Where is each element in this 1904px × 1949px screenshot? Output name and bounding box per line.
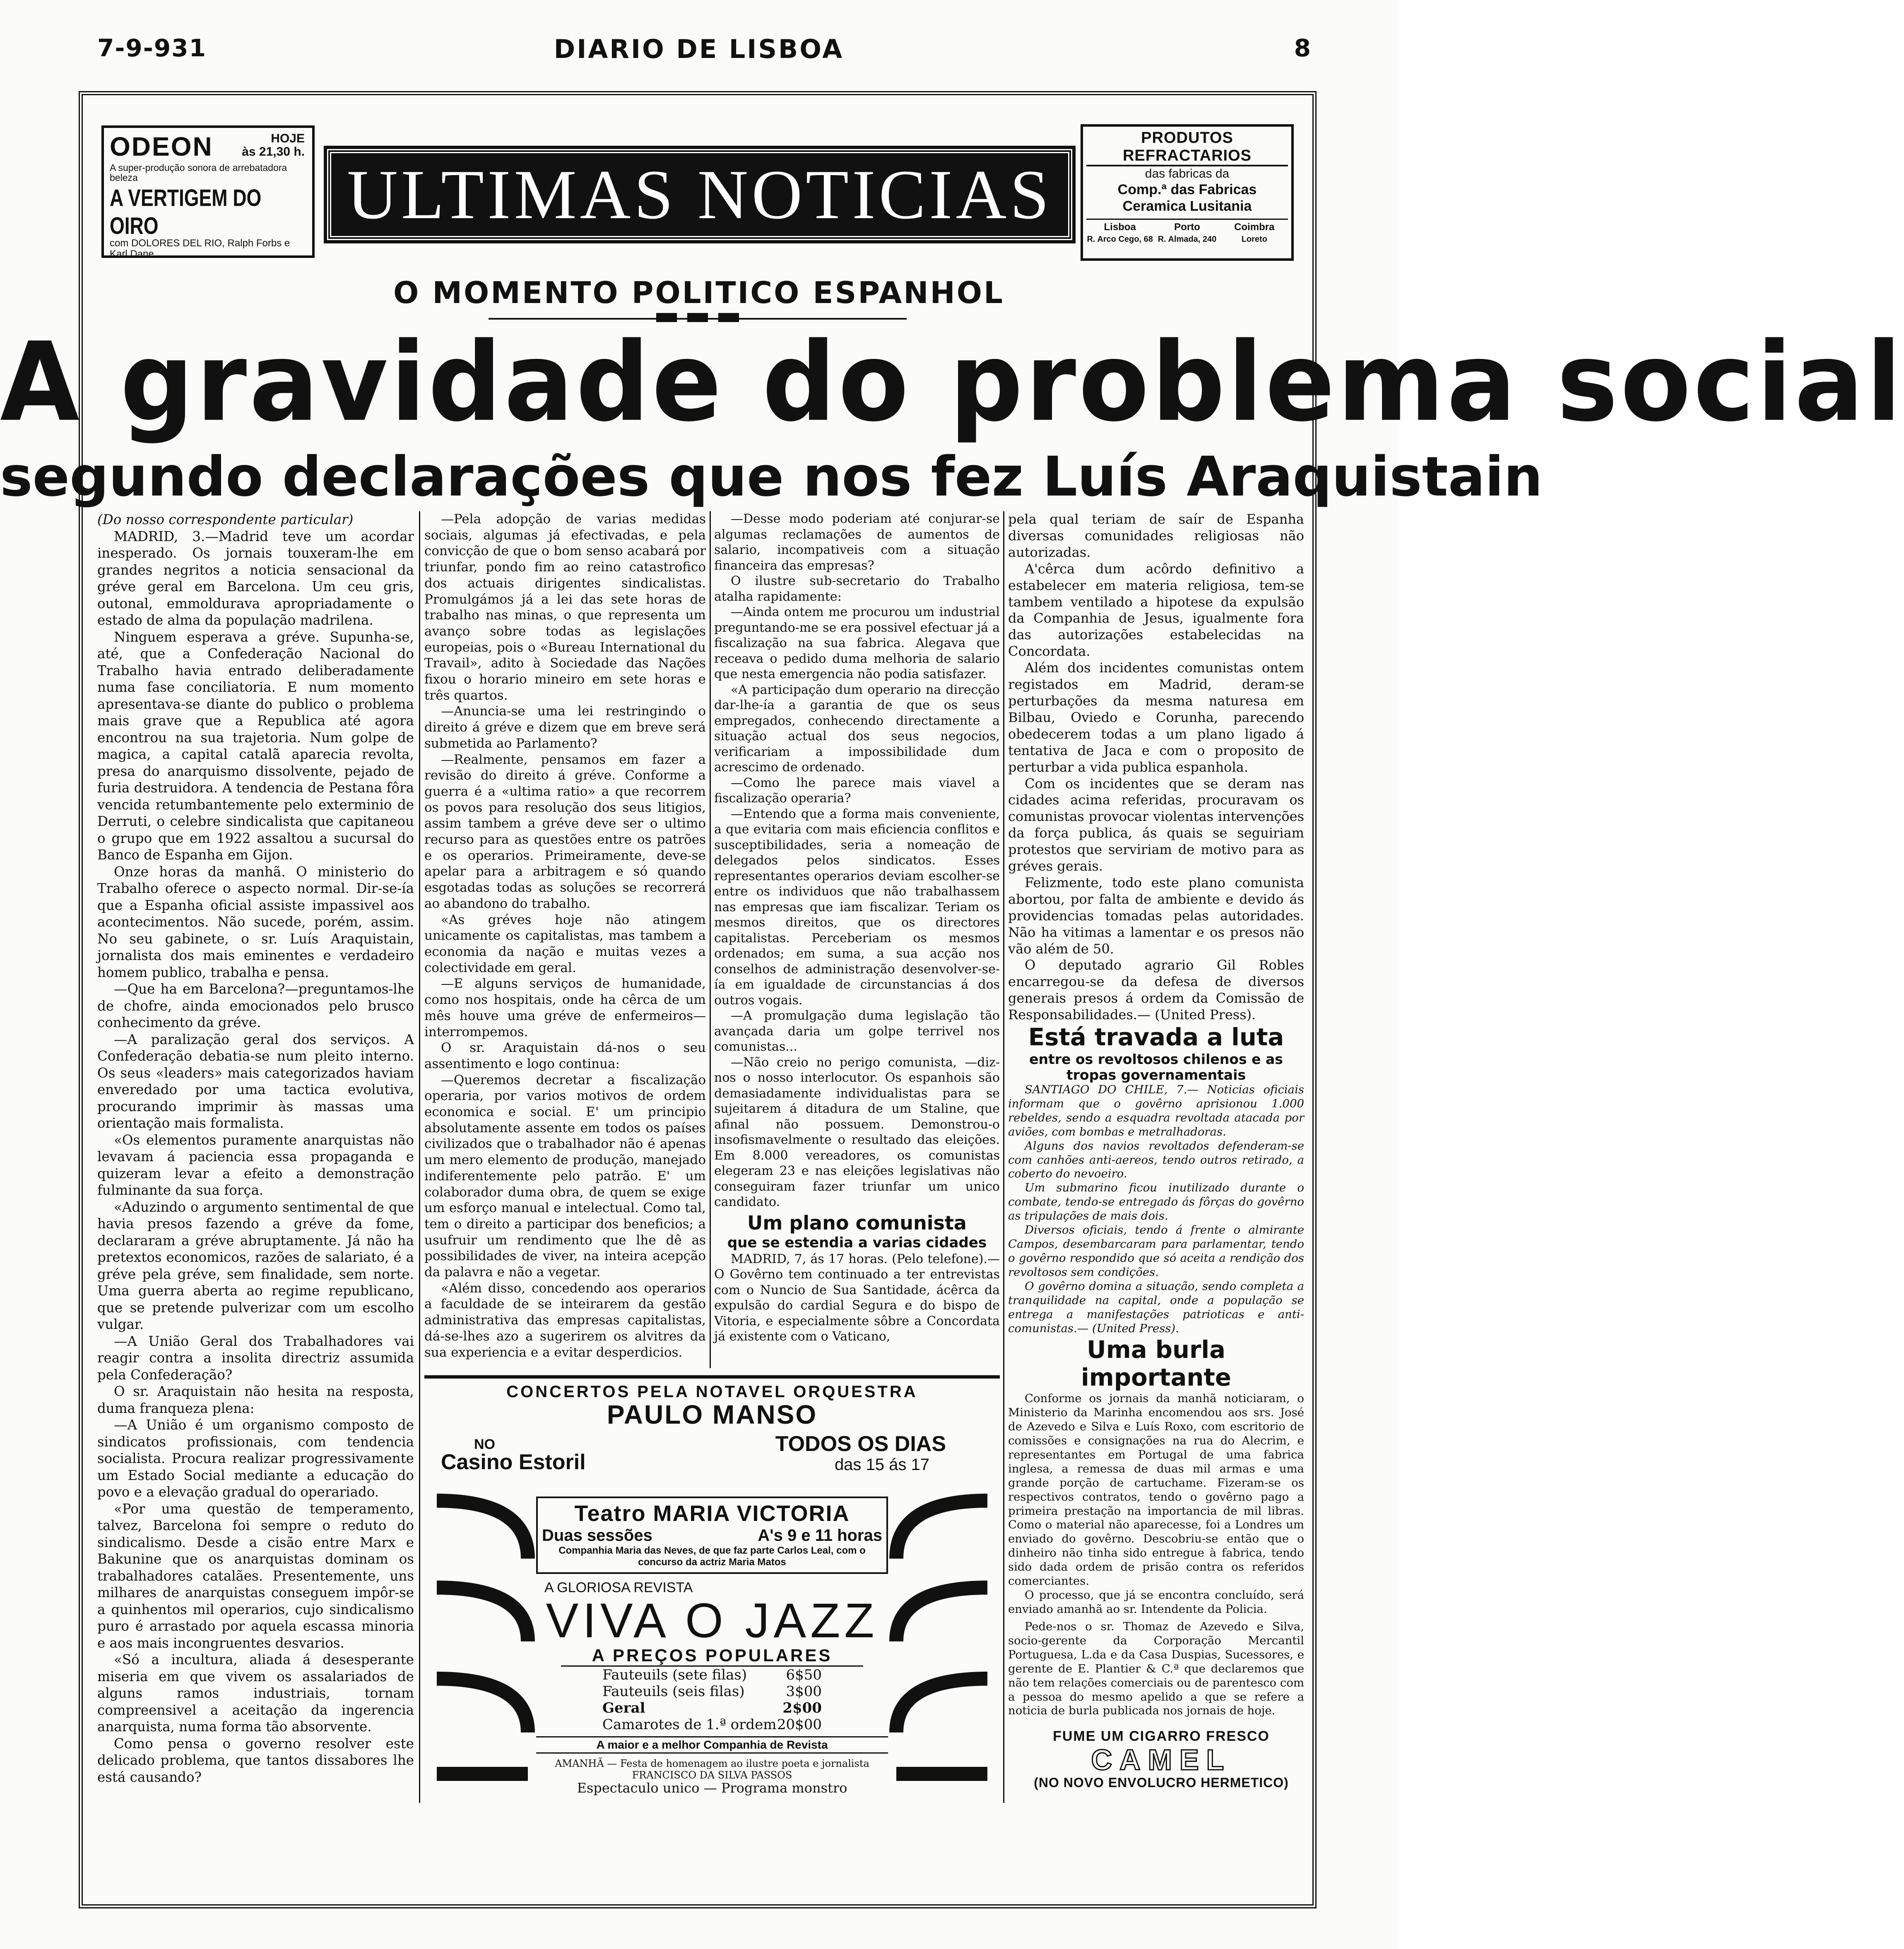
sub-headline: segundo declarações que nos fez Luís Araquistain	[0, 445, 1543, 509]
luta-paragraph: Diversos oficiais, tendo á frente o almirante Campos, desembarcaram para parlamentar, tendo o govêrno respondido que só aceita a rendição dos revoltosos sem condições.	[1008, 1223, 1304, 1279]
ad-produtos-city: Porto	[1174, 221, 1200, 233]
article-paragraph: —Queremos decretar a fiscalização operaria, por varios motivos de ordem economica e social. E' um principio absolutamente assente em todos os países civilizados que o trabalhador não é apenas um mero elemento de produção, manejado indiferentemente pelo patrão. E' um colaborador duma obra, de quem se exige um esforço manual e intelectual. Como tal, tem o direito a participar dos beneficios; a usufruir um rendimento que lhe dê as possibilidades de viver, na inteira acepção da palavra e não a vegetar.	[424, 1072, 706, 1280]
ad-produtos-city: Lisboa	[1104, 221, 1136, 233]
ad-teatro-price-row	[602, 1716, 822, 1733]
article-column-4	[1008, 511, 1304, 1718]
article-paragraph: —Que ha em Barcelona?—preguntamos-lhe de chofre, ainda emocionados pelo brusco conhecimento da gréve.	[97, 981, 414, 1030]
banner-text: ULTIMAS NOTICIAS	[347, 155, 1052, 233]
article-paragraph: Onze horas da manhã. O ministerio do Trabalho oferece o aspecto normal. Dir-se-ía que a Espanha oficial assiste impassivel aos acontecimentos. Não sucede, porém, assim. No seu gabinete, o sr. Luís Araquistain, jornalista dos mais eminentes e verdadeiro homem publico, trabalha e pensa.	[97, 864, 414, 980]
ad-produtos-address: R. Arco Cego, 68	[1087, 235, 1153, 244]
price-label: Fauteuils (sete filas)	[602, 1667, 747, 1683]
price-label: Camarotes de 1.ª ordem	[602, 1716, 777, 1733]
price-value: 6$50	[786, 1667, 822, 1683]
luta-subtitle: entre os revoltosos chilenos e as tropas governamentais	[1029, 1051, 1283, 1083]
article-paragraph: —Pela adopção de varias medidas sociais, algumas já efectivadas, e pela convicção de que o bom senso acabará por triunfar, pondo fim ao reino catastrofico dos actuais dirigentes sindicalistas. Promulgámos já a lei das sete horas de trabalho nas minas, o que representa um avanço sobre todas as legislações europeias, pois o «Bureau International du Travail», adito à Sociedade das Nações fixou o horario mineiro em sete horas e três quartos.	[424, 512, 706, 703]
ad-odeon-cast: com DOLORES DEL RIO, Ralph Forbs e Karl Dane.	[110, 238, 290, 260]
article-paragraph: —Anuncia-se uma lei restringindo o direito á gréve e dizem que em breve será submetida ao Parlamento?	[424, 704, 706, 751]
ad-teatro-price-row	[602, 1667, 822, 1683]
article-paragraph: «As gréves hoje não atingem unicamente os capitalistas, mas tambem a economia da nação e muitas vezes a colectividade em geral.	[424, 912, 706, 975]
ad-teatro-sessions-left: Duas sessões	[542, 1526, 652, 1545]
plano-comunista-title: Um plano comunista	[747, 1211, 967, 1234]
article-paragraph: —Entendo que a forma mais conveniente, a que evitaria com mais eficiencia conflitos e susceptibilidades, seria a nomeação de delegados pelos sindicatos. Esses representantes operarios deviam escolher-se entre os individuos que não trabalhassem nas empresas que iam fiscalizar. Teriam os mesmos direitos, que os directores capitalistas. Perceberiam os mesmos ordenados; em suma, a sua acção nos conselhos de administração desenvolver-se-ía em igualdade de circunstancias á dos outros vogais.	[714, 806, 1000, 1008]
price-label: Geral	[602, 1700, 645, 1716]
section-kicker: O MOMENTO POLITICO ESPANHOL	[393, 275, 1004, 310]
ad-produtos-line2: Comp.ª das Fabricas Ceramica Lusitania	[1117, 182, 1257, 214]
article-paragraph: O deputado agrario Gil Robles encarregou-se da defesa de diversos generais presos á ordem da Comissão de Responsabilidades.— (United Press).	[1008, 957, 1304, 1023]
ad-teatro-price-row	[602, 1683, 822, 1700]
article-paragraph: —A paralização geral dos serviços. A Confederação debatia-se num pleito interno. Os seus «leaders» mais categorizados haviam enveredado por uma tactica evolutiva, procurando imprimir às massas uma orientação mais formalista.	[97, 1031, 414, 1131]
ad-teatro-maria-victoria	[424, 1484, 1000, 1796]
article-paragraph: O sr. Araquistain não hesita na resposta, duma franqueza plena:	[97, 1384, 414, 1416]
luta-paragraph: Um submarino ficou inutilizado durante o combate, tendo-se entregado ás fôrças do govêrno as tripulações de mais dois.	[1008, 1181, 1304, 1223]
article-paragraph: —Como lhe parece mais viavel a fiscalização operaria?	[714, 775, 1000, 806]
ad-concertos-no: NO	[474, 1436, 495, 1452]
header-page-number: 8	[1294, 34, 1311, 62]
ad-produtos-refractarios	[1081, 124, 1294, 261]
ad-teatro-box	[536, 1497, 888, 1574]
article-paragraph: Com os incidentes que se deram nas cidades acima referidas, procuravam os comunistas provocar violentas intervenções da força publica, ás quais se seguiriam protestos que serviriam de motivo para as gréves gerais.	[1008, 775, 1304, 874]
ad-teatro-precos: A PREÇOS POPULARES	[561, 1646, 863, 1667]
luta-paragraph: O govêrno domina a situação, sendo completa a tranquilidade na capital, onde a população se entrega a manifestações patrioticas e anti-comunistas.— (United Press).	[1008, 1279, 1304, 1335]
ad-teatro-sessions	[542, 1526, 882, 1545]
article-paragraph: —A promulgação duma legislação tão avançada daria um golpe terrivel nos comunistas...	[714, 1008, 1000, 1054]
luta-title: Está travada a luta	[1028, 1023, 1284, 1051]
ad-camel	[1018, 1728, 1304, 1799]
ad-camel-line3: (NO NOVO ENVOLUCRO HERMETICO)	[1034, 1775, 1289, 1790]
article-paragraph: (Do nosso correspondente particular)	[97, 512, 354, 527]
ad-concertos-line1: CONCERTOS PELA NOTAVEL ORQUESTRA	[506, 1383, 918, 1401]
ad-concertos-venue: Casino Estoril	[441, 1450, 586, 1474]
main-headline: A gravidade do problema social	[0, 319, 1904, 446]
luta-paragraph: Alguns dos navios revoltados defenderam-se com canhões anti-aereos, tendo outros retirado, a coberto do nevoeiro.	[1008, 1139, 1304, 1181]
price-value: 2$00	[782, 1700, 822, 1716]
article-paragraph: —Realmente, pensamos em fazer a revisão do direito á gréve. Conforme a guerra é a «ultima ratio» a que recorrem os povos para resolução dos seus litigios, assim tambem a gréve deve ser o ultimo recurso para as questões entre os patrões e os operarios. Primeiramente, deve-se apelar para a arbitragem e só quando esgotadas todas as soluções se recorrerá ao abandono do trabalho.	[424, 752, 706, 911]
article-paragraph: Além dos incidentes comunistas ontem registados em Madrid, deram-se perturbações da mesma naturesa em Bilbau, Oviedo e Corunha, parecendo obedecerem todas a um plano ligado á tentativa de Jaca e com o proposito de perturbar a vida publica espanhola.	[1008, 660, 1304, 775]
article-paragraph: MADRID, 3.—Madrid teve um acordar inesperado. Os jornais touxeram-lhe em grandes negritos a noticia sensacional da gréve geral em Barcelona. Um ceu gris, outonal, emmoldurava apropriadamente o estado de alma da população madrilena.	[97, 528, 414, 628]
ad-concertos	[424, 1375, 1000, 1475]
burla-paragraph: Conforme os jornais da manhã noticiaram, o Ministerio da Marinha encomendou aos srs. José de Azevedo e Silva e Luís Roxo, com escritorio de comissões e consignações na rua do Alecrim, e representantes em Portugal de uma fabrica inglesa, a remessa de duas mil armas e uma grande porção de cartuchame. Fizeram-se os respectivos contratos, tendo o govêrno pago a primeira prestação na importancia de mil libras. Como o material não aparecesse, foi a Londres um enviado do govêrno. Descobriu-se então que o dinheiro não tinha sido entregue à fabrica, tendo sido dada ordem de prisão contra os referidos comerciantes.	[1008, 1392, 1304, 1588]
article-paragraph: —Desse modo poderiam até conjurar-se algumas reclamações de aumentos de salario, incompativeis com a situação financeira das empresas?	[714, 512, 1000, 573]
article-paragraph: MADRID, 7, ás 17 horas. (Pelo telefone).—O Govêrno tem continuado a ter entrevistas com o Nuncio de Sua Santidade, ácêrca da expulsão do cardial Segura e do bispo de Vitoria, e especialmente sôbre a Concordata já existente com o Vaticano,	[714, 1251, 1000, 1344]
article-paragraph: Ninguem esperava a gréve. Supunha-se, até, que a Confederação Nacional do Trabalho havia entrado deliberadamente numa fase conciliatoria. E num momento apresentava-se diante do publico o problema mais grave que a Republica até agora encontrou na sua trajetoria. Num golpe de magica, a capital catalã aparecia revolta, presa do anarquismo dissolvente, pejado de furia destruidora. A tendencia de Pestana fôra vencida retumbantemente pelo exterminio de Derruti, o celebre sindicalista que capitaneou o grupo que em 1922 assaltou a sucursal do Banco de Espanha em Gijon.	[97, 629, 414, 863]
ad-produtos-address: R. Almada, 240	[1158, 235, 1217, 244]
ad-teatro-revista: VIVA O JAZZ	[546, 1593, 879, 1648]
luta-paragraph: SANTIAGO DO CHILE, 7.— Noticias oficiais informam que o govêrno aprisionou 1.000 rebeldes, sendo a esquadra revoltada atacada por aviões, com bombas e metralhadoras.	[1008, 1083, 1304, 1138]
article-paragraph: O ilustre sub-secretario do Trabalho atalha rapidamente:	[714, 574, 1000, 604]
ad-concertos-orchestra: PAULO MANSO	[607, 1400, 818, 1429]
ad-teatro-company: Companhia Maria das Neves, de que faz parte Carlos Leal, com o concurso da actriz Maria Matos	[558, 1545, 866, 1568]
ad-produtos-address: Loreto	[1241, 235, 1267, 244]
article-paragraph: —E alguns serviços de humanidade, como nos hospitais, onde ha cêrca de um mês houve uma gréve de enfermeiros—interrompemos.	[424, 976, 706, 1039]
article-paragraph: Como pensa o governo resolver este delicado problema, que tantos dissabores lhe está causando?	[97, 1735, 414, 1785]
ad-produtos-line1: das fabricas da	[1145, 167, 1230, 180]
price-value: 3$00	[786, 1683, 822, 1700]
article-paragraph: —Ainda ontem me procurou um industrial preguntando-me se era possivel efectuar já a fiscalização na sua fabrica. Alegava que receava o pedido duma melhoria de salario que nesta emergencia não podia satisfazer.	[714, 605, 1000, 681]
ad-camel-line1: FUME UM CIGARRO FRESCO	[1053, 1728, 1270, 1744]
ad-produtos-title: PRODUTOS REFRACTARIOS	[1086, 129, 1288, 166]
article-paragraph: O sr. Araquistain dá-nos o seu assentimento e logo continua:	[424, 1040, 706, 1071]
article-paragraph: A'cêrca dum acôrdo definitivo a estabelecer em materia religiosa, tem-se tambem ventilado a hipotese da expulsão da Companhia de Jesus, igualmente fora das autorizações estabelecidas na Concordata.	[1008, 561, 1304, 659]
burla-note: Pede-nos o sr. Thomaz de Azevedo e Silva, socio-gerente da Corporação Mercantil Portuguesa, L.da e da Casa Duspias, Sucessores, e gerente de E. Plantier & C.ª que declaremos que não tem relações comerciais ou de parentesco com a pessoa do mesmo apelido a que se refere a noticia de burla publicada nos jornais de hoje.	[1008, 1619, 1304, 1718]
ad-concertos-days: TODOS OS DIAS	[775, 1432, 946, 1456]
article-paragraph: —Não creio no perigo comunista, —diz-nos o nosso interlocutor. Os espanhois são demasiadamente individualistas para se sujeitarem á ditadura de um Staline, que afinal não possuem. Demonstrou-o insofismavelmente o resultado das eleições. Em 8.000 vereadores, os comunistas elegeram 23 e nas eleições legislativas não conseguiram fazer triunfar um unico candidato.	[714, 1055, 1000, 1209]
ad-teatro-content	[536, 1497, 888, 1796]
article-paragraph: «Por uma questão de temperamento, talvez, Barcelona foi sempre o reduto do sindicalismo. Desde a cisão entre Marx e Bakunine que os anarquistas dominam os trabalhadores catalães. Presentemente, uns milhares de anarquistas conseguem impôr-se a quinhentos mil operarios, cujo sindicalismo puro é arrastado por aquela escassa minoria e aos mais incongruentes desvarios.	[97, 1501, 414, 1651]
ad-teatro-revista-label: A GLORIOSA REVISTA	[544, 1580, 693, 1595]
article-column-1	[97, 511, 414, 1785]
article-paragraph: —A União Geral dos Trabalhadores vai reagir contra a insolita directriz assumida pela Confederação?	[97, 1333, 414, 1383]
article-paragraph: pela qual teriam de saír de Espanha diversas comunidades religiosas não autorizadas.	[1008, 511, 1304, 560]
ad-produtos-addresses	[1086, 233, 1288, 244]
burla-title: Uma burla importante	[1081, 1335, 1231, 1392]
ad-teatro-espectaculo: Espectaculo unico — Programa monstro	[577, 1780, 847, 1796]
article-paragraph: Felizmente, todo este plano comunista abortou, por falta de ambiente e devido ás providencias tomadas pelas autoridades. Não ha vitimas a lamentar e os presos não vão além de 50.	[1008, 874, 1304, 957]
ad-teatro-amanha: AMANHÃ — Festa de homenagem ao ilustre poeta e jornalista FRANCISCO DA SILVA PASSOS	[555, 1758, 869, 1781]
plano-comunista-subtitle: que se estendia a varias cidades	[727, 1234, 987, 1251]
article-column-3	[714, 511, 1000, 1345]
article-paragraph: «Aduzindo o argumento sentimental de que havia presos fazendo a gréve da fome, declararam a gréve abruptamente. Já não ha pretextos economicos, razões de salariato, é a gréve pela gréve, sem finalidade, sem norte. Uma guerra aberta ao regime republicano, que se pretende pulverizar com um escolho vulgar.	[97, 1199, 414, 1332]
article-paragraph: «Só a incultura, aliada á desesperante miseria em que vivem os assalariados de alguns ramos industriais, tornam compreensivel a aceitação da ingerencia anarquista, numa forma tão absorvente.	[97, 1652, 414, 1735]
article-paragraph: «A participação dum operario na direcção dar-lhe-ía a garantia de que os seus empregados, conhecendo directamente a situação actual dos seus negocios, verificariam a impossibilidade dum acrescimo de ordenado.	[714, 682, 1000, 775]
column-rule	[1003, 511, 1004, 1803]
price-value: 20$00	[777, 1716, 822, 1733]
article-column-2	[424, 511, 706, 1360]
column-rule	[710, 511, 711, 1368]
header-masthead: DIARIO DE LISBOA	[554, 34, 844, 64]
ultimas-noticias-banner	[327, 149, 1072, 240]
ad-odeon-name: ODEON	[110, 132, 213, 161]
price-label: Fauteuils (seis filas)	[602, 1683, 745, 1700]
ad-produtos-cities	[1086, 219, 1288, 233]
article-paragraph: «Os elementos puramente anarquistas não levavam á paciencia essa propaganda e quizeram levar a efeito a demonstração fulminante da sua força.	[97, 1132, 414, 1198]
header-date: 7-9-931	[97, 34, 207, 62]
ad-teatro-sessions-right: A's 9 e 11 horas	[758, 1526, 882, 1545]
column-rule	[419, 511, 420, 1803]
ad-odeon-time: HOJE às 21,30 h.	[242, 132, 305, 159]
article-paragraph: «Além disso, concedendo aos operarios a faculdade de se inteirarem da gestão administrativa das empresas capitalistas, dá-se-lhes azo a sugerirem os alvitres da sua experiencia e a evitar desperdicios.	[424, 1280, 706, 1360]
ad-odeon-film: A VERTIGEM DO OIRO	[110, 184, 262, 239]
burla-paragraph: O processo, que já se encontra concluído, será enviado amanhã ao sr. Intendente da Policia.	[1008, 1588, 1304, 1616]
ad-teatro-motto: A maior e a melhor Companhia de Revista	[536, 1736, 888, 1754]
ad-teatro-title: Teatro MARIA VICTORIA	[574, 1501, 850, 1526]
ad-odeon-subtitle: A super-produção sonora de arrebatadora beleza	[110, 162, 287, 183]
ad-camel-brand: CAMEL	[1091, 1744, 1232, 1776]
article-paragraph: —A União é um organismo composto de sindicatos profissionais, com tendencia socialista. Procura realizar progressivamente um Estado Social mediante a educação do povo e a elevação gradual do operariado.	[97, 1417, 414, 1500]
ad-concertos-hours: das 15 ás 17	[834, 1456, 929, 1474]
ad-odeon	[101, 125, 315, 258]
ad-teatro-price-row	[602, 1700, 822, 1716]
ad-produtos-city: Coimbra	[1234, 221, 1275, 233]
